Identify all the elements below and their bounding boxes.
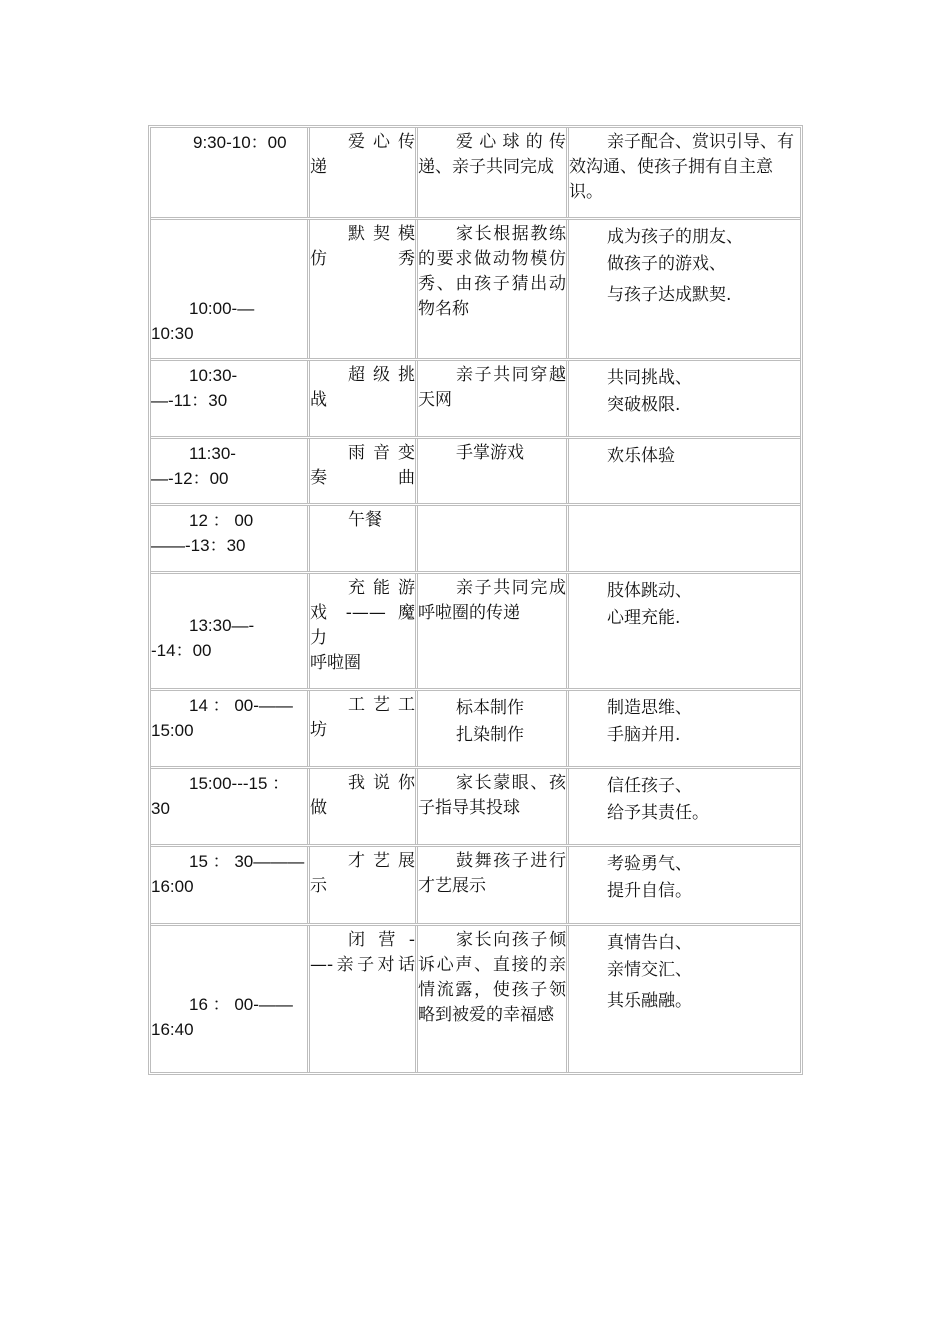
time-cell	[151, 506, 307, 571]
activity-content-line: 扎染制作	[456, 725, 524, 745]
activity-content-text: 爱心球的传递、亲子共同完成	[418, 132, 566, 177]
time-text: 16 ： 00-——16:40	[151, 995, 293, 1039]
table-row	[151, 847, 800, 926]
activity-name-line: —-亲子对话	[310, 955, 415, 975]
activity-name-line: 闭 营 -	[348, 930, 415, 950]
goal-text: 亲子配合、赏识引导、有效沟通、使孩子拥有自主意识。	[569, 132, 794, 202]
activity-content-text: 家长蒙眼、孩子指导其投球	[418, 773, 566, 818]
time-text: 9:30-10：00	[193, 133, 287, 152]
activity-name-cell	[307, 506, 415, 571]
activity-name-cell	[307, 220, 415, 358]
goal-cell	[566, 128, 800, 217]
goal-cell	[566, 691, 800, 766]
goal-line: 心理充能.	[607, 608, 681, 628]
table-row	[151, 128, 800, 220]
activity-name-line: 默 契 模	[348, 224, 415, 244]
activity-name-line: 呼啦圈	[310, 653, 361, 673]
goal-line: 制造思维、	[607, 698, 692, 718]
goal-line: 肢体跳动、	[607, 581, 692, 601]
activity-name-line: 奏曲	[310, 468, 415, 488]
goal-line: 欢乐体验	[607, 446, 675, 466]
goal-line: 手脑并用.	[607, 725, 681, 745]
activity-name-cell	[307, 361, 415, 436]
activity-content-cell	[415, 128, 566, 217]
goal-line: 与孩子达成默契.	[607, 285, 732, 305]
activity-name-cell	[307, 439, 415, 503]
schedule-table	[148, 125, 803, 1075]
goal-cell	[566, 361, 800, 436]
activity-content-cell	[415, 574, 566, 688]
activity-name-cell	[307, 926, 415, 1072]
activity-name-line: 坊	[310, 720, 327, 740]
time-cell	[151, 691, 307, 766]
time-text: 15:00---15 ：30	[151, 774, 290, 818]
activity-name-line: 仿秀	[310, 249, 415, 269]
goal-cell	[566, 220, 800, 358]
activity-name-line: 做	[310, 798, 327, 818]
activity-name-cell	[307, 847, 415, 923]
activity-content-cell	[415, 691, 566, 766]
time-text: 10:30-—-11：30	[151, 366, 238, 410]
table-row	[151, 926, 800, 1072]
goal-line: 其乐融融。	[607, 991, 692, 1011]
goal-cell	[566, 847, 800, 923]
time-text: 14 ： 00-——15:00	[151, 696, 293, 740]
activity-name-line: 示	[310, 876, 327, 896]
time-text: 11:30-—-12：00	[151, 444, 236, 488]
time-cell	[151, 439, 307, 503]
activity-name-cell	[307, 691, 415, 766]
goal-line: 做孩子的游戏、	[607, 254, 726, 274]
goal-line: 共同挑战、	[607, 368, 692, 388]
activity-name-line: 才 艺 展	[348, 851, 415, 871]
activity-name-line: 雨 音 变	[348, 443, 415, 463]
activity-name-line: 爱 心 传	[348, 132, 415, 152]
goal-cell	[566, 506, 800, 571]
activity-content-text: 鼓舞孩子进行才艺展示	[418, 851, 566, 896]
activity-name-line: 我 说 你	[348, 773, 415, 793]
table-row	[151, 361, 800, 439]
activity-content-text: 手掌游戏	[456, 443, 524, 463]
activity-content-text: 亲子共同完成呼啦圈的传递	[418, 578, 566, 623]
table-row	[151, 220, 800, 361]
activity-content-cell	[415, 220, 566, 358]
time-cell	[151, 926, 307, 1072]
time-cell	[151, 361, 307, 436]
activity-name-line: 戏 -—— 魔 力	[310, 603, 415, 648]
activity-content-text: 家长根据教练的要求做动物模仿秀、由孩子猜出动物名称	[418, 224, 566, 319]
goal-cell	[566, 439, 800, 503]
goal-cell	[566, 574, 800, 688]
activity-content-cell	[415, 769, 566, 844]
table-row	[151, 439, 800, 506]
time-text: 15 ： 30———16:00	[151, 852, 305, 896]
time-text: 10:00-—10:30	[151, 299, 255, 343]
table-row	[151, 506, 800, 574]
time-cell	[151, 769, 307, 844]
time-cell	[151, 220, 307, 358]
goal-line: 考验勇气、	[607, 854, 692, 874]
goal-line: 成为孩子的朋友、	[607, 227, 743, 247]
activity-content-text: 家长向孩子倾诉心声、直接的亲情流露，使孩子领略到被爱的幸福感	[418, 930, 566, 1025]
activity-content-cell	[415, 361, 566, 436]
activity-content-line: 标本制作	[456, 698, 524, 718]
activity-name-line: 战	[310, 390, 327, 410]
table-row	[151, 769, 800, 847]
activity-name-line: 工 艺 工	[348, 695, 415, 715]
time-text: 12 ： 00——-13：30	[151, 511, 254, 555]
goal-cell	[566, 926, 800, 1072]
goal-cell	[566, 769, 800, 844]
activity-content-text: 亲子共同穿越天网	[418, 365, 566, 410]
goal-line: 亲情交汇、	[607, 960, 692, 980]
time-text: 13:30—--14：00	[151, 616, 255, 660]
activity-content-cell	[415, 926, 566, 1072]
activity-name-line: 午餐	[348, 510, 382, 530]
time-cell	[151, 847, 307, 923]
table-row	[151, 574, 800, 691]
activity-name-line: 充 能 游	[348, 578, 415, 598]
activity-name-cell	[307, 769, 415, 844]
table-row	[151, 691, 800, 769]
time-cell	[151, 574, 307, 688]
activity-name-line: 超 级 挑	[348, 365, 415, 385]
activity-content-cell	[415, 506, 566, 571]
activity-name-line: 递	[310, 157, 327, 177]
activity-content-cell	[415, 439, 566, 503]
goal-line: 真情告白、	[607, 933, 692, 953]
goal-line: 给予其责任。	[607, 803, 709, 823]
activity-name-cell	[307, 574, 415, 688]
activity-content-cell	[415, 847, 566, 923]
activity-name-cell	[307, 128, 415, 217]
goal-line: 突破极限.	[607, 395, 681, 415]
goal-line: 提升自信。	[607, 881, 692, 901]
time-cell	[151, 128, 307, 217]
goal-line: 信任孩子、	[607, 776, 692, 796]
